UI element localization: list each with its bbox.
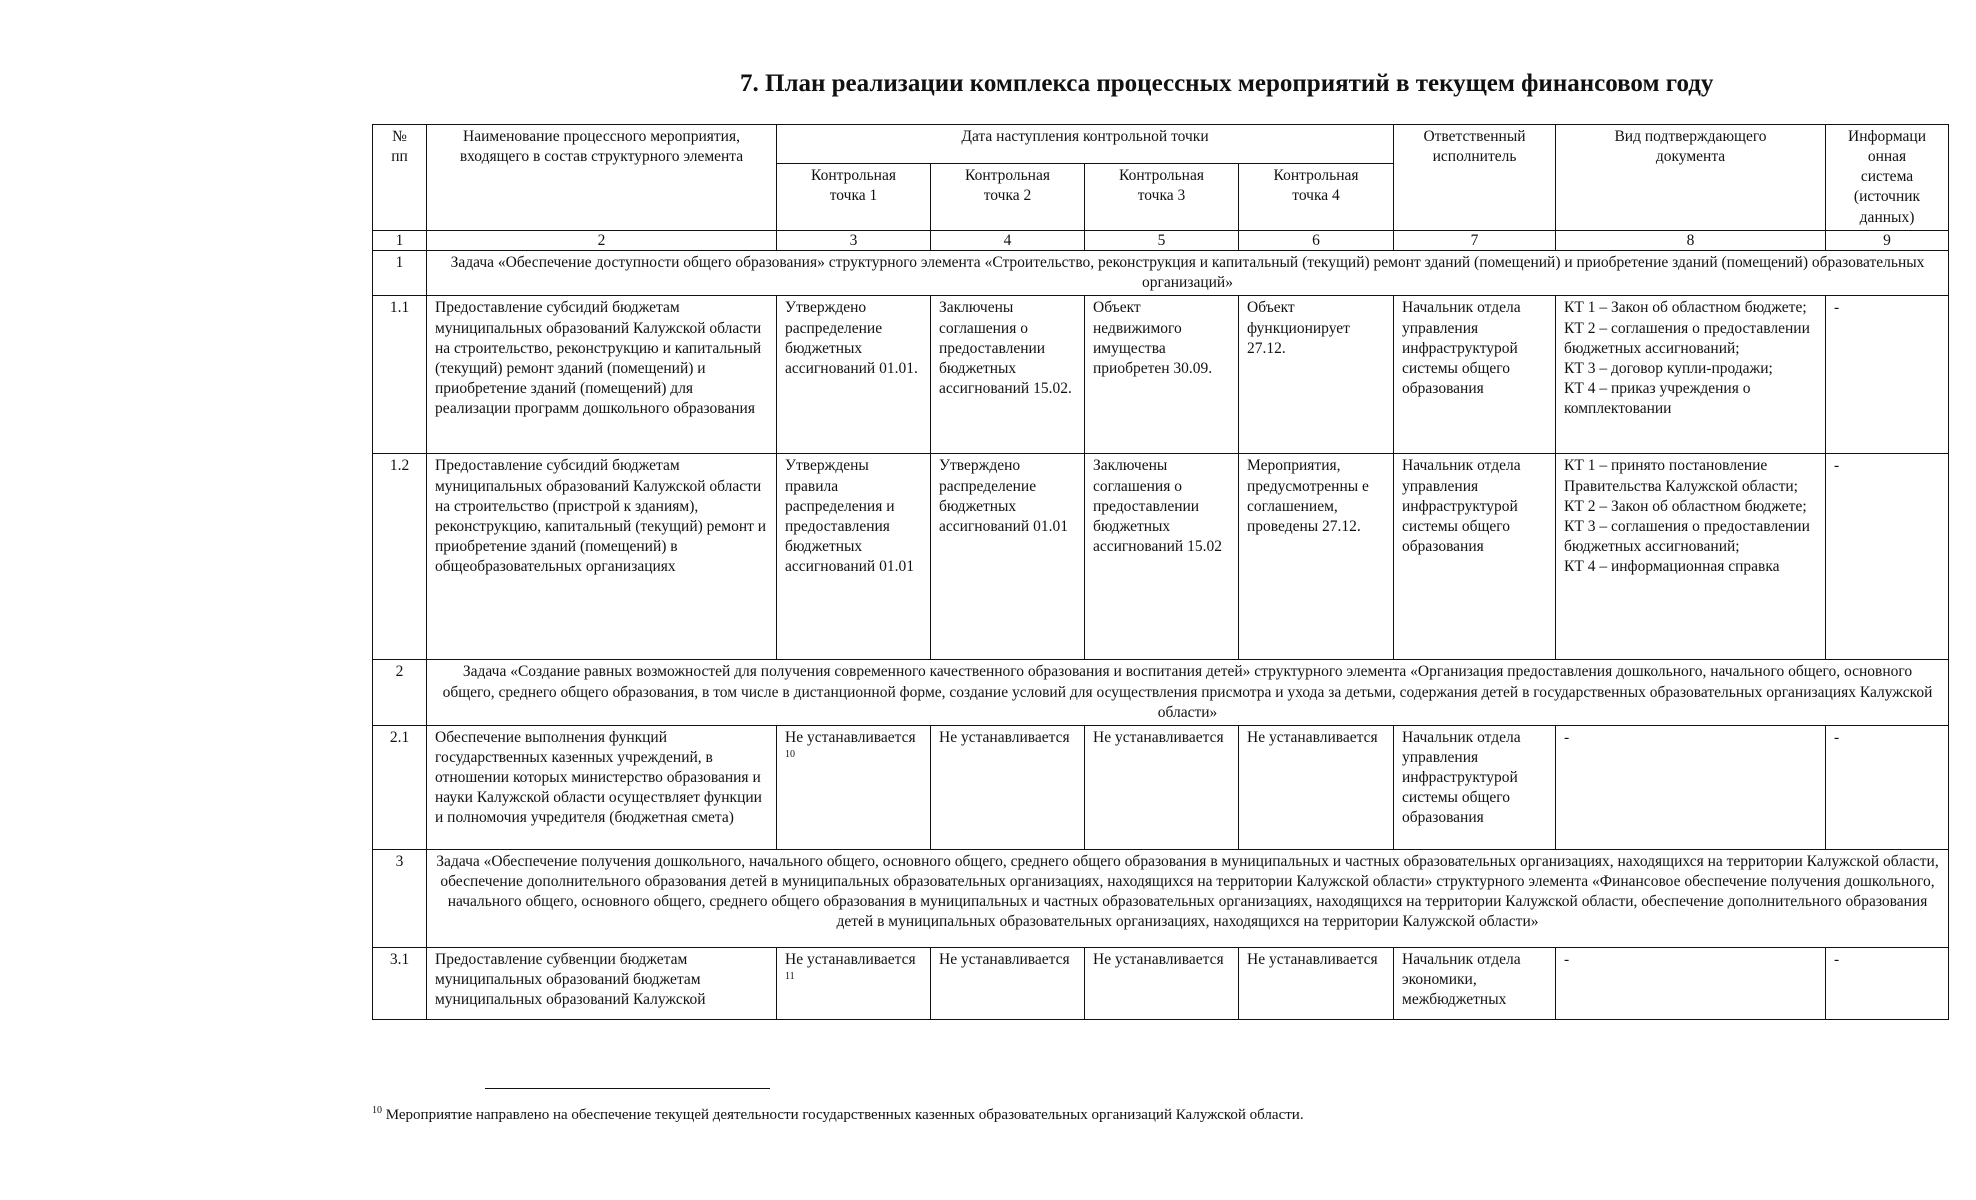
column-number: 5 xyxy=(1085,230,1239,251)
task-row xyxy=(373,660,1949,725)
kt3-text: Объект недвижимого имущества приобретен 30.09. xyxy=(1093,299,1213,377)
row-number: 2.1 xyxy=(373,725,427,849)
cell-kt3 xyxy=(1085,296,1239,454)
event-name: Предоставление субвенции бюджетам муниципальных образований бюджетам муниципальных образований Калужской xyxy=(427,947,777,1019)
kt2-text: Не устанавливается xyxy=(939,728,1070,746)
row-number: 2 xyxy=(373,660,427,725)
confirming-document: - xyxy=(1556,725,1826,849)
footnote-ref: 11 xyxy=(785,971,795,983)
info-system: - xyxy=(1826,454,1949,660)
kt4-text: Мероприятия, предусмотренны е соглашением, проведены 27.12. xyxy=(1247,457,1369,535)
column-number: 2 xyxy=(427,230,777,251)
row-number: 3.1 xyxy=(373,947,427,1019)
footnote-mark: 10 xyxy=(372,1105,382,1116)
cell-kt3 xyxy=(1085,947,1239,1019)
table-row xyxy=(373,947,1949,1019)
cell-kt1 xyxy=(777,947,931,1019)
kt4-text: Объект функционирует 27.12. xyxy=(1247,299,1350,357)
footnote xyxy=(372,1105,1872,1124)
kt1-text: Не устанавливается xyxy=(785,728,916,746)
kt2-text: Утверждено распределение бюджетных ассигнований 01.01 xyxy=(939,457,1068,535)
header-kt2: Контрольная точка 2 xyxy=(931,163,1085,230)
row-number: 1.1 xyxy=(373,296,427,454)
info-system: - xyxy=(1826,725,1949,849)
column-number: 6 xyxy=(1239,230,1394,251)
column-number: 1 xyxy=(373,230,427,251)
header-name: Наименование процессного мероприятия, входящего в состав структурного элемента xyxy=(427,125,777,231)
kt3-text: Не устанавливается xyxy=(1093,950,1224,968)
kt1-text: Не устанавливается xyxy=(785,950,916,968)
cell-kt1 xyxy=(777,454,931,660)
event-name: Предоставление субсидий бюджетам муниципальных образований Калужской области на строительство (пристрой к зданиям), реконструкцию, капитальный (текущий) ремонт и приобретение зданий (помещений) в общеобразовательных организациях xyxy=(427,454,777,660)
page-title: 7. План реализации комплекса процессных мероприятий в текущем финансовом году xyxy=(740,70,1714,97)
task-row xyxy=(373,849,1949,947)
cell-kt2 xyxy=(931,725,1085,849)
header-document: Вид подтверждающего документа xyxy=(1556,125,1826,231)
cell-kt2 xyxy=(931,296,1085,454)
kt1-text: Утверждены правила распределения и предоставления бюджетных ассигнований 01.01 xyxy=(785,457,914,576)
cell-kt3 xyxy=(1085,454,1239,660)
info-system: - xyxy=(1826,947,1949,1019)
footnote-text: Мероприятие направлено на обеспечение текущей деятельности государственных казенных образовательных организаций Калужской области. xyxy=(382,1107,1304,1123)
task-text: Задача «Обеспечение доступности общего образования» структурного элемента «Строительство, реконструкция и капитальный (текущий) ремонт зданий (помещений) и приобретение зданий (помещений) образовательных организаций» xyxy=(427,251,1949,296)
column-number-row xyxy=(373,230,1949,251)
cell-kt2 xyxy=(931,454,1085,660)
cell-kt4 xyxy=(1239,725,1394,849)
task-row xyxy=(373,251,1949,296)
kt4-text: Не устанавливается xyxy=(1247,728,1378,746)
cell-kt3 xyxy=(1085,725,1239,849)
responsible: Начальник отдела управления инфраструктурой системы общего образования xyxy=(1394,725,1556,849)
cell-kt4 xyxy=(1239,296,1394,454)
header-num: № пп xyxy=(373,125,427,231)
cell-kt4 xyxy=(1239,947,1394,1019)
cell-kt1 xyxy=(777,296,931,454)
kt2-text: Не устанавливается xyxy=(939,950,1070,968)
row-number: 3 xyxy=(373,849,427,947)
kt1-text: Утверждено распределение бюджетных ассигнований 01.01. xyxy=(785,299,918,377)
table-row xyxy=(373,296,1949,454)
column-number: 7 xyxy=(1394,230,1556,251)
responsible: Начальник отдела экономики, межбюджетных xyxy=(1394,947,1556,1019)
kt4-text: Не устанавливается xyxy=(1247,950,1378,968)
footnote-ref: 10 xyxy=(785,749,795,761)
responsible: Начальник отдела управления инфраструктурой системы общего образования xyxy=(1394,296,1556,454)
kt3-text: Не устанавливается xyxy=(1093,728,1224,746)
responsible: Начальник отдела управления инфраструктурой системы общего образования xyxy=(1394,454,1556,660)
cell-kt1 xyxy=(777,725,931,849)
table-row xyxy=(373,454,1949,660)
header-responsible: Ответственный исполнитель xyxy=(1394,125,1556,231)
cell-kt4 xyxy=(1239,454,1394,660)
row-number: 1 xyxy=(373,251,427,296)
header-info-system: Информаци онная система (источник данных) xyxy=(1826,125,1949,231)
header-kt1: Контрольная точка 1 xyxy=(777,163,931,230)
event-name: Обеспечение выполнения функций государственных казенных учреждений, в отношении которых министерство образования и науки Калужской области осуществляет функции и полномочия учредителя (бюджетная смета) xyxy=(427,725,777,849)
task-text: Задача «Создание равных возможностей для получения современного качественного образования и воспитания детей» структурного элемента «Организация предоставления дошкольного, начального общего, основного общего, среднего общего образования, в том числе в дистанционной форме, создание условий для осуществления присмотра и ухода за детьми, содержания детей в государственных образовательных организациях Калужской области» xyxy=(427,660,1949,725)
kt3-text: Заключены соглашения о предоставлении бюджетных ассигнований 15.02 xyxy=(1093,457,1222,556)
header-kt4: Контрольная точка 4 xyxy=(1239,163,1394,230)
cell-kt2 xyxy=(931,947,1085,1019)
column-number: 8 xyxy=(1556,230,1826,251)
plan-table xyxy=(372,124,1949,1020)
table-row xyxy=(373,725,1949,849)
column-number: 3 xyxy=(777,230,931,251)
task-text: Задача «Обеспечение получения дошкольного, начального общего, основного общего, среднего общего образования в муниципальных и частных образовательных организациях, находящихся на территории Калужской области, обеспечение дополнительного образования детей в муниципальных образовательных организациях, находящихся на территории Калужской области» структурного элемента «Финансовое обеспечение получения дошкольного, начального общего, основного общего, среднего общего образования в муниципальных и частных образовательных организациях, находящихся на территории Калужской области, обеспечение дополнительного образования детей в муниципальных образовательных организациях, находящихся на территории Калужской области» xyxy=(427,849,1949,947)
header-row xyxy=(373,125,1949,164)
kt2-text: Заключены соглашения о предоставлении бюджетных ассигнований 15.02. xyxy=(939,299,1072,398)
confirming-document: КТ 1 – принято постановление Правительства Калужской области; КТ 2 – Закон об областном бюджете; КТ 3 – соглашения о предоставлении бюджетных ассигнований; КТ 4 – информационная справка xyxy=(1556,454,1826,660)
footnote-separator xyxy=(485,1088,770,1089)
confirming-document: - xyxy=(1556,947,1826,1019)
column-number: 4 xyxy=(931,230,1085,251)
header-date-group: Дата наступления контрольной точки xyxy=(777,125,1394,164)
row-number: 1.2 xyxy=(373,454,427,660)
column-number: 9 xyxy=(1826,230,1949,251)
confirming-document: КТ 1 – Закон об областном бюджете; КТ 2 – соглашения о предоставлении бюджетных ассигнований; КТ 3 – договор купли-продажи; КТ 4 – приказ учреждения о комплектовании xyxy=(1556,296,1826,454)
event-name: Предоставление субсидий бюджетам муниципальных образований Калужской области на строительство, реконструкцию и капитальный (текущий) ремонт зданий (помещений) и приобретение зданий (помещений) для реализации программ дошкольного образования xyxy=(427,296,777,454)
header-kt3: Контрольная точка 3 xyxy=(1085,163,1239,230)
info-system: - xyxy=(1826,296,1949,454)
